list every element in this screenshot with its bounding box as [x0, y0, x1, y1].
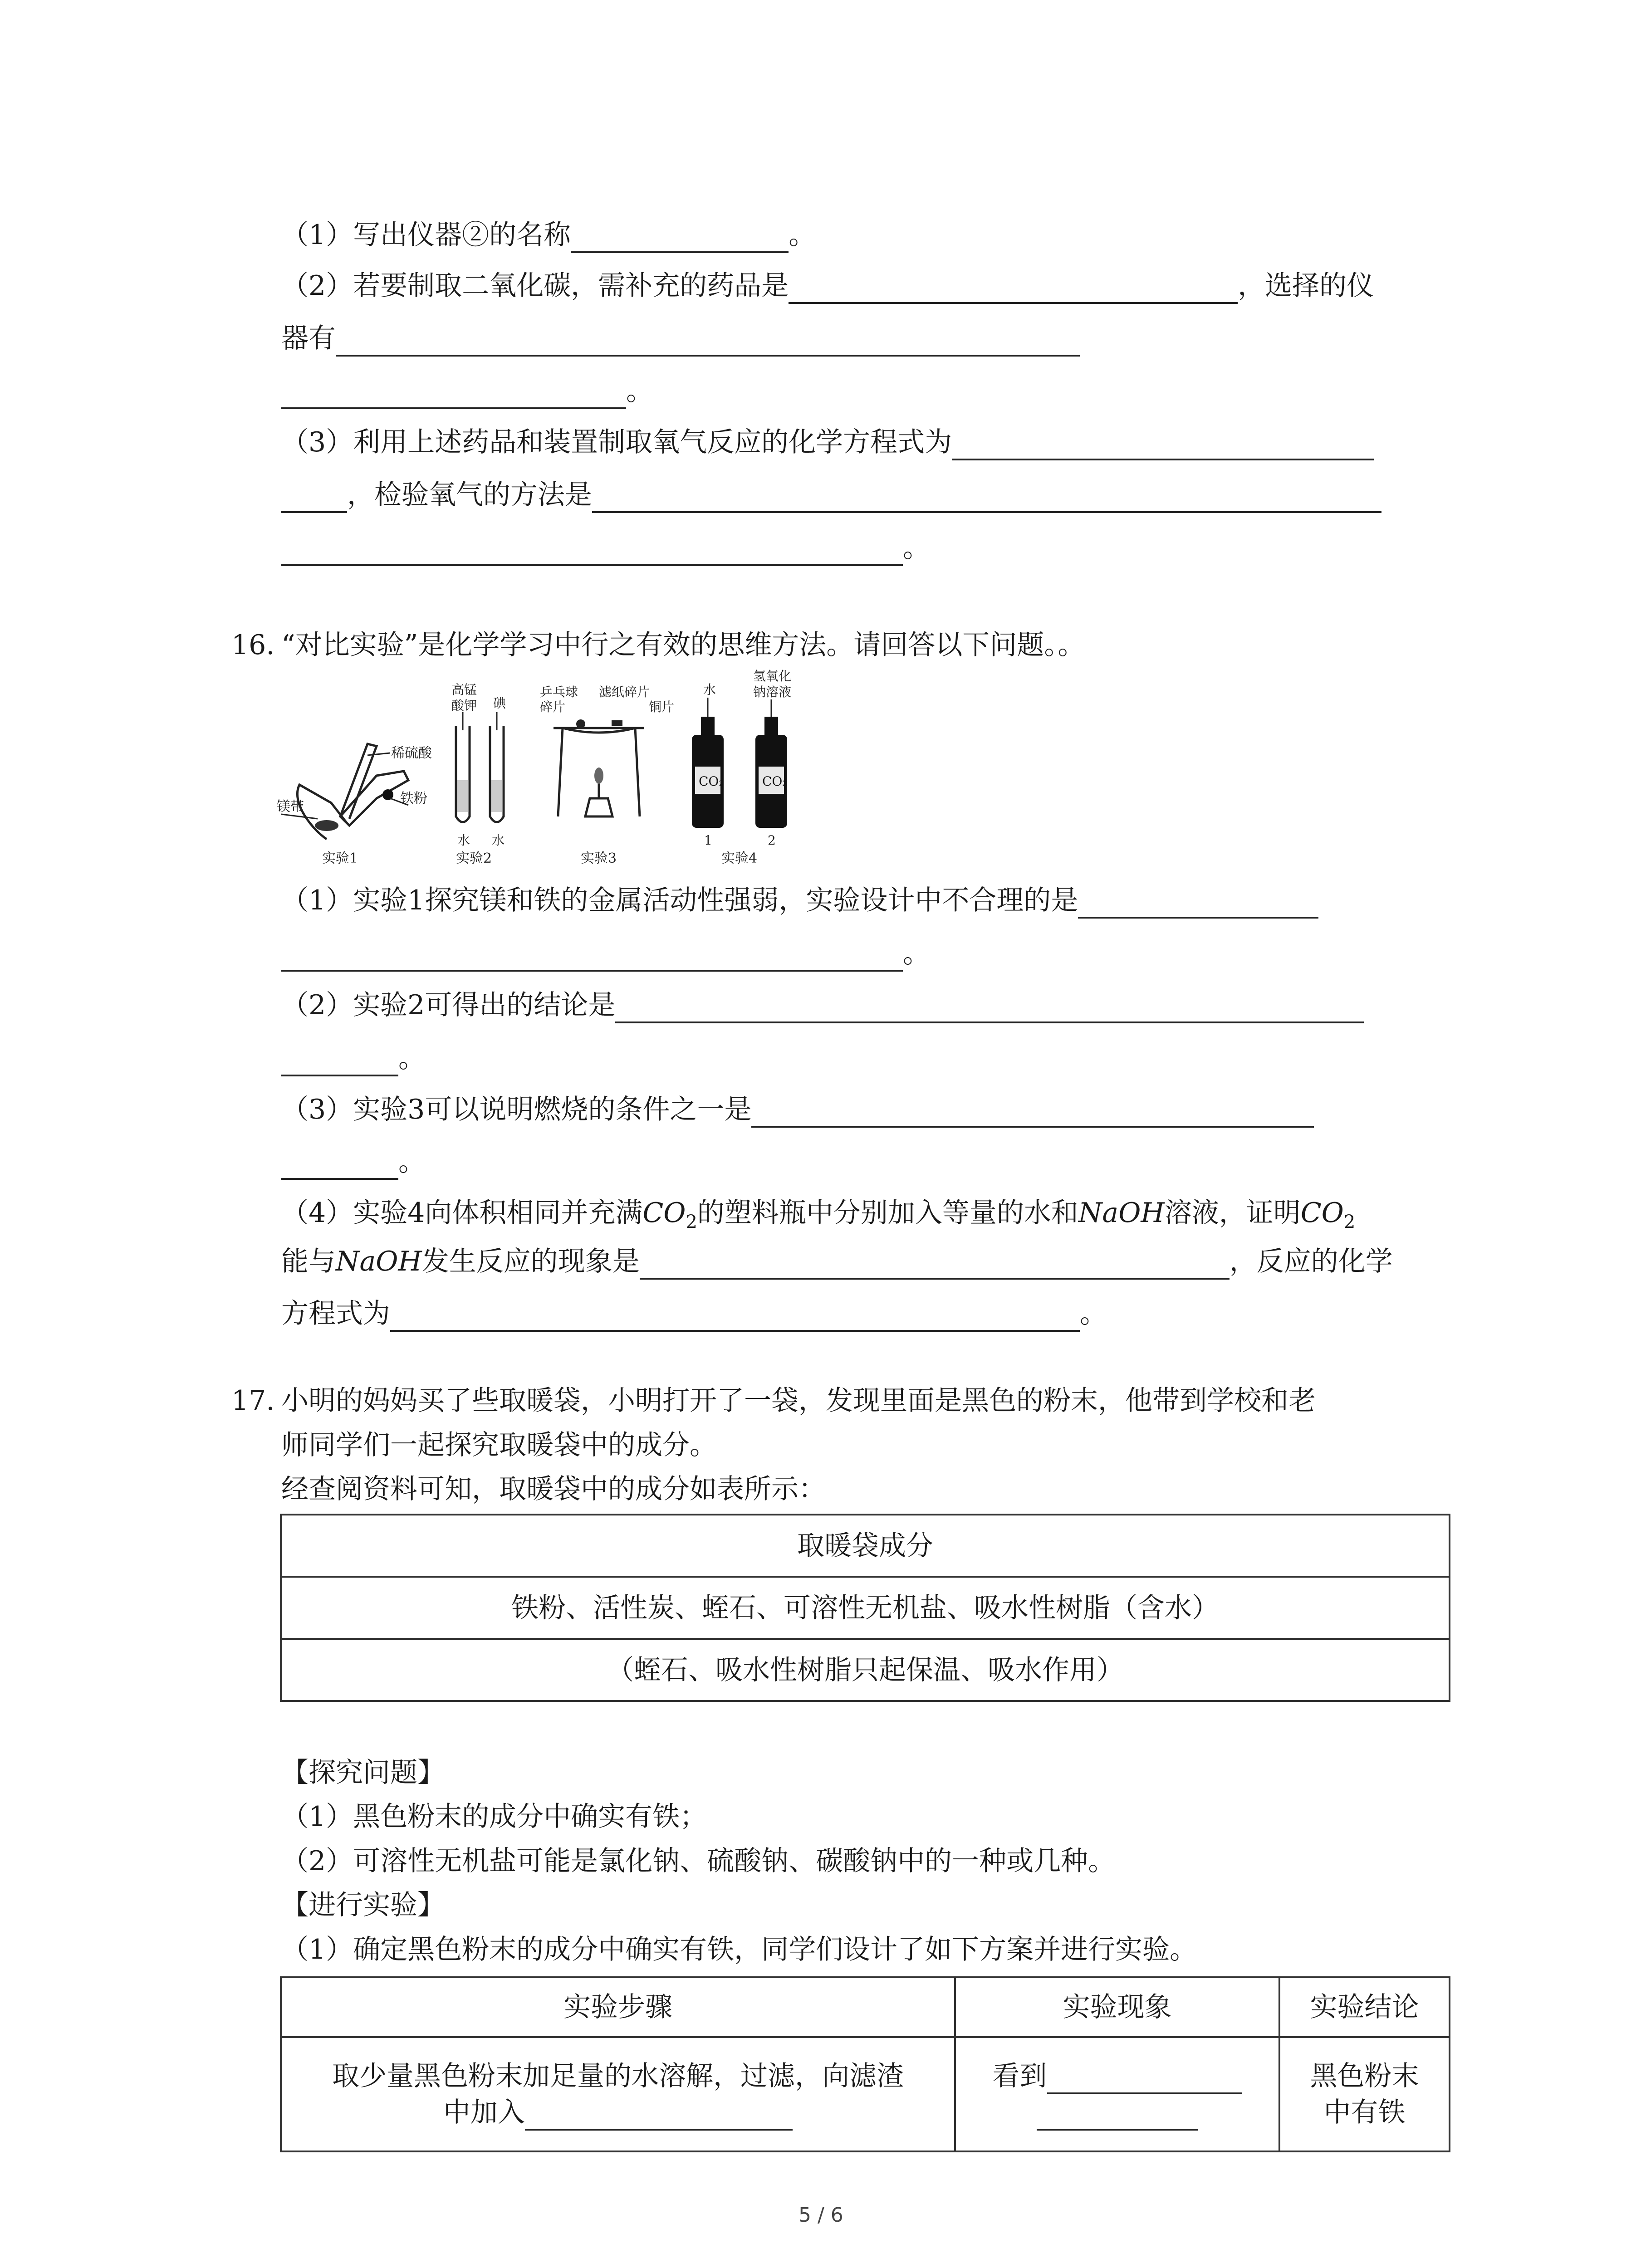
answer-blank[interactable] [789, 272, 1238, 304]
water-label: 水 [492, 833, 505, 848]
answer-blank[interactable] [952, 429, 1374, 460]
answer-blank[interactable] [1078, 887, 1318, 919]
svg-text:2: 2 [768, 833, 776, 848]
answer-blank[interactable] [1037, 2099, 1198, 2131]
q15-part3-cont2: 。 [281, 530, 930, 566]
q15-part1: （1）写出仪器②的名称 。 [281, 217, 816, 253]
answer-blank[interactable] [525, 2099, 793, 2131]
q16-part3-cont: 。 [281, 1144, 426, 1180]
svg-text:酸钾: 酸钾 [451, 698, 477, 713]
q15-part3: （3）利用上述药品和装置制取氧气反应的化学方程式为 [281, 424, 1374, 460]
q15-part3-cont: ，检验氧气的方法是 [281, 477, 1381, 513]
answer-blank[interactable] [281, 534, 903, 566]
svg-text:CO₂: CO₂ [699, 774, 724, 789]
q17-stem: 小明的妈妈买了些取暖袋，小明打开了一袋，发现里面是黑色的粉末，他带到学校和老 [281, 1385, 1316, 1417]
bottle-water-label: 水 [703, 682, 716, 697]
table-cell-phenomenon: 看到 [955, 2037, 1279, 2151]
q16-part4-line3: 方程式为 。 [281, 1295, 1107, 1332]
table-row: 铁粉、活性炭、蛭石、可溶性无机盐、吸水性树脂（含水） [281, 1577, 1450, 1639]
plastic-bottle-1 [692, 717, 724, 828]
answer-blank[interactable] [281, 1148, 398, 1180]
svg-text:钠溶液: 钠溶液 [753, 684, 792, 699]
inquiry-item: （2）可溶性无机盐可能是氯化钠、硫酸钠、碳酸钠中的一种或几种。 [281, 1845, 1116, 1877]
q16-stem: “对比实验”是化学学习中行之有效的思维方法。请回答以下问题。。 [281, 629, 1085, 661]
svg-text:1: 1 [704, 833, 712, 848]
ingredients-table [280, 1514, 1450, 1702]
q16-part2: （2）实验2可得出的结论是 [281, 987, 1364, 1023]
q16-part1-cont: 。 [281, 935, 930, 972]
plastic-bottle-2 [755, 717, 788, 828]
answer-blank[interactable] [281, 377, 626, 409]
inquiry-item: （1）黑色粉末的成分中确实有铁； [281, 1801, 707, 1833]
answer-blank[interactable] [281, 1045, 398, 1076]
answer-blank[interactable] [571, 221, 789, 253]
column-header: 实验步骤 [281, 1977, 955, 2037]
exp4-caption: 实验4 [721, 850, 758, 866]
experiment-figure [272, 667, 844, 875]
q17-stem: 师同学们一起探究取暖袋中的成分。 [281, 1429, 717, 1461]
exp1-caption: 实验1 [322, 850, 358, 866]
experiment-item: （1）确定黑色粉末的成分中确实有铁，同学们设计了如下方案并进行实验。 [281, 1934, 1197, 1965]
answer-blank[interactable] [390, 1300, 1080, 1332]
naoh-solution-label: 氢氧化 [753, 669, 792, 684]
answer-blank[interactable] [336, 325, 1080, 357]
q16-part4: （4）实验4向体积相同并充满$CO_2$的塑料瓶中分别加入等量的水和NaOH溶液，证明$CO_2$ [281, 1197, 1356, 1232]
iodine-label: 碘 [493, 696, 506, 711]
acid-label: 稀硫酸 [391, 745, 432, 761]
pingpong-label: 乒乓球 [540, 684, 578, 699]
table-cell-conclusion: 黑色粉末 中有铁 [1279, 2037, 1450, 2151]
section-heading: 【进行实验】 [281, 1889, 445, 1921]
page-number: 5 / 6 [798, 2204, 843, 2227]
answer-blank[interactable] [640, 1248, 1230, 1280]
question-number: 16. [231, 629, 275, 661]
magnesium-strip-icon [315, 820, 338, 831]
exp3-caption: 实验3 [581, 850, 617, 866]
q15-part2-cont: 器有 [281, 320, 1080, 357]
answer-blank[interactable] [592, 481, 1381, 513]
filter-paper-label: 滤纸碎片 [599, 684, 650, 699]
q16-part2-cont: 。 [281, 1040, 426, 1076]
q16-part1: （1）实验1探究镁和铁的金属活动性强弱，实验设计中不合理的是 [281, 882, 1318, 919]
water-label: 水 [457, 833, 470, 848]
q15-part2-cont2: 。 [281, 373, 653, 409]
q16-part3: （3）实验3可以说明燃烧的条件之一是 [281, 1091, 1314, 1128]
kmno4-label: 高锰 [451, 682, 477, 697]
answer-blank[interactable] [615, 992, 1364, 1023]
table-cell-steps: 取少量黑色粉末加足量的水溶解，过滤，向滤渣 中加入 [281, 2037, 955, 2151]
column-header: 实验结论 [1279, 1977, 1450, 2037]
q17-stem: 经查阅资料可知，取暖袋中的成分如表所示： [281, 1473, 826, 1505]
q16-part4-line2: 能与NaOH发生反应的现象是 ，反应的化学 [281, 1243, 1393, 1280]
table-header: 取暖袋成分 [281, 1515, 1450, 1577]
svg-text:碎片: 碎片 [540, 699, 566, 714]
exp2-caption: 实验2 [456, 850, 492, 866]
column-header: 实验现象 [955, 1977, 1279, 2037]
answer-blank[interactable] [281, 481, 347, 513]
mg-label: 镁带 [277, 799, 304, 815]
copper-label: 铜片 [649, 699, 675, 714]
q15-part2: （2）若要制取二氧化碳，需补充的药品是 ，选择的仪 [281, 268, 1374, 304]
table-row: （蛭石、吸水性树脂只起保温、吸水作用） [281, 1639, 1450, 1701]
answer-blank[interactable] [281, 940, 903, 972]
question-number: 17. [231, 1385, 275, 1417]
section-heading: 【探究问题】 [281, 1757, 445, 1789]
answer-blank[interactable] [751, 1096, 1314, 1128]
answer-blank[interactable] [1047, 2063, 1242, 2094]
svg-text:CO₂: CO₂ [762, 774, 788, 789]
fe-label: 铁粉 [400, 791, 427, 807]
experiment-table [280, 1976, 1450, 2152]
